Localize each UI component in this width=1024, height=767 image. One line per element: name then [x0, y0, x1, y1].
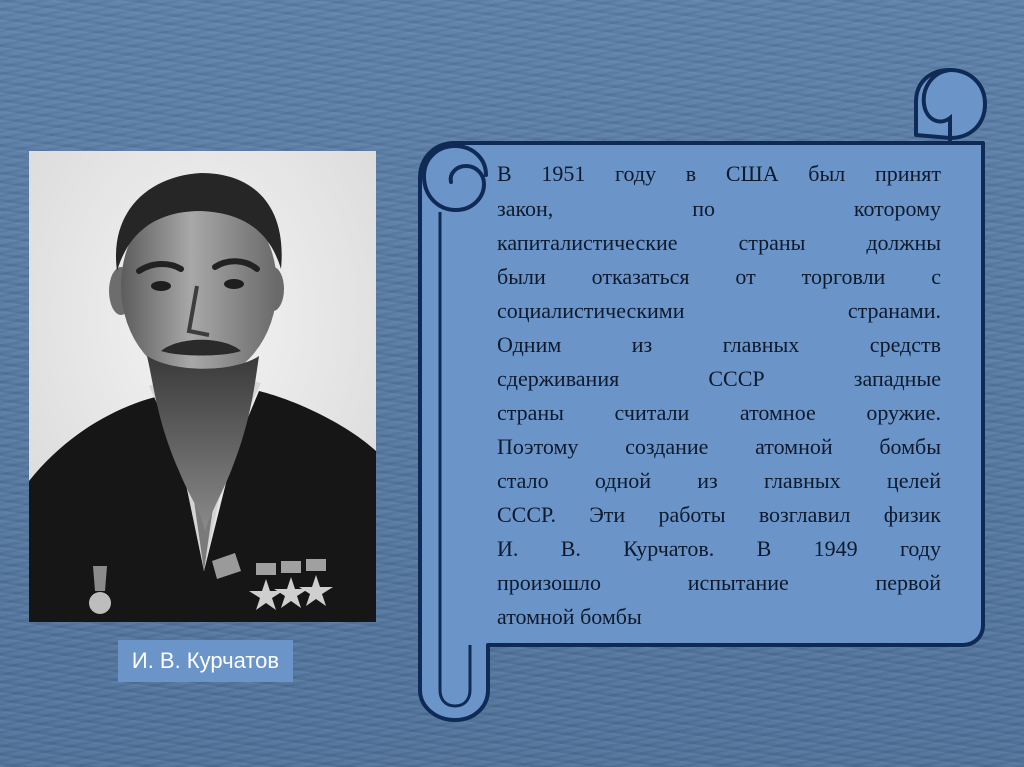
scroll-text-line: В 1951 году в США был принят — [497, 161, 941, 186]
scroll-text-line: были отказаться от торговли с — [497, 264, 941, 289]
scroll-text-line: И. В. Курчатов. В 1949 году — [497, 536, 941, 561]
scroll-text-line: произошло испытание первой — [497, 570, 941, 595]
portrait-caption: И. В. Курчатов — [131, 648, 280, 673]
scroll-text-line: Одним из главных средств — [497, 332, 941, 357]
scroll-text-line: закон, по которому — [497, 196, 941, 221]
scroll-text-line: капиталистические страны должны — [497, 230, 941, 255]
scroll-text — [497, 157, 941, 637]
scroll-text-line: атомной бомбы — [497, 604, 642, 629]
scroll-text-line: сдерживания СССР западные — [497, 366, 941, 391]
scroll-text-line: социалистическими странами. — [497, 298, 941, 323]
scroll-text-line: Поэтому создание атомной бомбы — [497, 434, 941, 459]
scroll-text-line: СССР. Эти работы возглавил физик — [497, 502, 941, 527]
scroll-text-line: страны считали атомное оружие. — [497, 400, 941, 425]
scroll-text-line: стало одной из главных целей — [497, 468, 941, 493]
